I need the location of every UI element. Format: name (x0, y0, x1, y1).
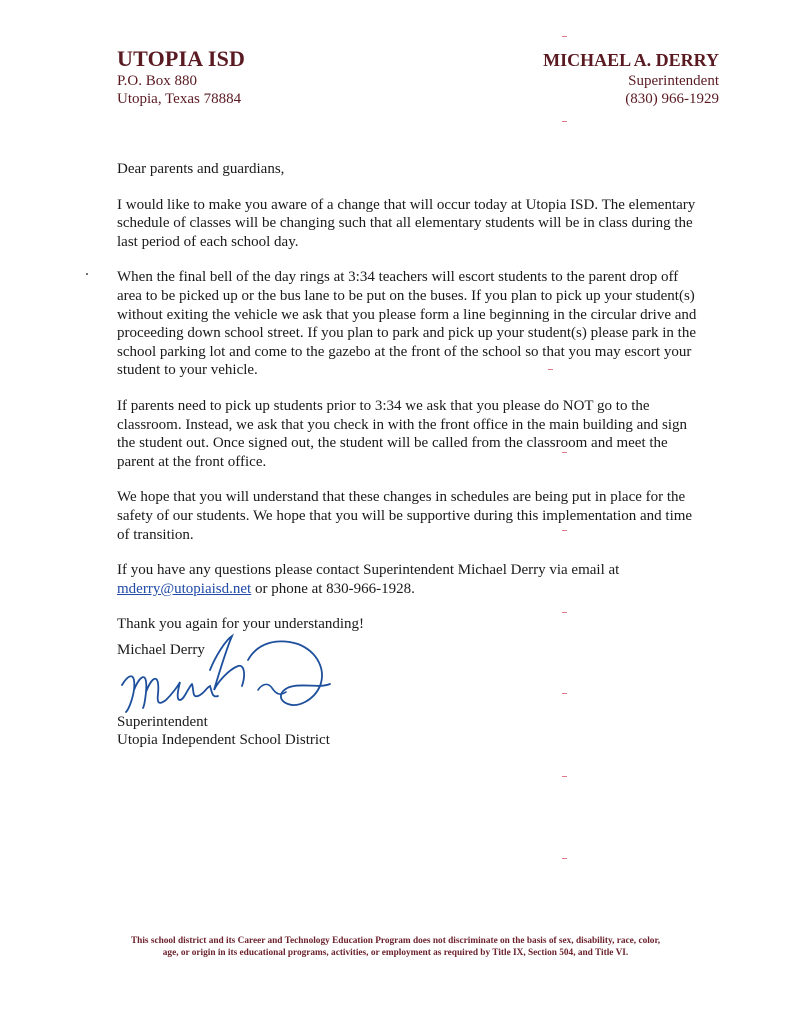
address-line-1: P.O. Box 880 (117, 73, 198, 90)
signer-title: Superintendent (117, 713, 208, 730)
footer-line-1: This school district and its Career and Technology Education Program does not discriminate on the basis of sex, disability, race, color, (130, 936, 661, 946)
letter-body (117, 160, 702, 651)
scan-mark (562, 858, 567, 859)
contact-phone-text: or phone at 830-966-1928. (251, 580, 415, 597)
email-link[interactable]: mderry@utopiaisd.net (117, 580, 252, 597)
paragraph-schedule-change: I would like to make you aware of a change that will occur today at Utopia ISD. The elementary schedule of classes will be changing such that all elementary students will be in class during the last period of each school day. (117, 196, 696, 250)
paragraph-contact (117, 561, 702, 598)
district-name: UTOPIA ISD (117, 46, 246, 71)
superintendent-phone: (830) 966-1929 (625, 90, 719, 107)
superintendent-title: Superintendent (628, 72, 719, 89)
scan-mark (562, 452, 567, 453)
handwritten-signature (108, 630, 348, 730)
scan-mark (562, 530, 567, 531)
footer-line-2: age, or origin in its educational programs, activities, or employment as required by Title IX, Section 504, and Title VI. (162, 948, 629, 958)
paragraph-early-pickup: If parents need to pick up students prior to 3:34 we ask that you please do NOT go to the classroom. Instead, we ask that you check in with the front office in the main building and sign the student out. Once signed out, the student will be called from the classroom and meet the parent at the front office. (117, 397, 688, 470)
paragraph-dismissal: When the final bell of the day rings at 3:34 teachers will escort students to the parent drop off area to be picked up or the bus lane to be put on the buses. If you plan to pick up your student(s) without exiting the vehicle we ask that you please form a line beginning in the circular drive and proceeding down school street. If you plan to park and pick up your student(s) please park in the school parking lot and come to the gazebo at the front of the school so that you may escort your student to your vehicle. (117, 269, 697, 379)
scan-mark (562, 693, 567, 694)
paragraph-safety: We hope that you will understand that these changes in schedules are being put in place for the safety of our students. We hope that you will be supportive during this implementation and time of transition. (117, 489, 693, 543)
letterhead-left (117, 46, 245, 108)
scan-mark (562, 121, 567, 122)
superintendent-name: MICHAEL A. DERRY (543, 50, 719, 70)
scan-dot (86, 273, 88, 275)
scan-mark (562, 612, 567, 613)
scan-mark (562, 776, 567, 777)
scan-mark (562, 36, 567, 37)
letterhead-right (543, 50, 719, 108)
signer-organization: Utopia Independent School District (117, 732, 330, 749)
signer-name: Michael Derry (117, 642, 205, 658)
contact-text: If you have any questions please contact Superintendent Michael Derry via email at (117, 562, 620, 579)
greeting: Dear parents and guardians, (117, 161, 285, 177)
scan-mark (548, 369, 553, 370)
address-line-2: Utopia, Texas 78884 (117, 91, 242, 108)
nondiscrimination-footer (60, 935, 731, 959)
closing-thanks: Thank you again for your understanding! (117, 616, 365, 633)
